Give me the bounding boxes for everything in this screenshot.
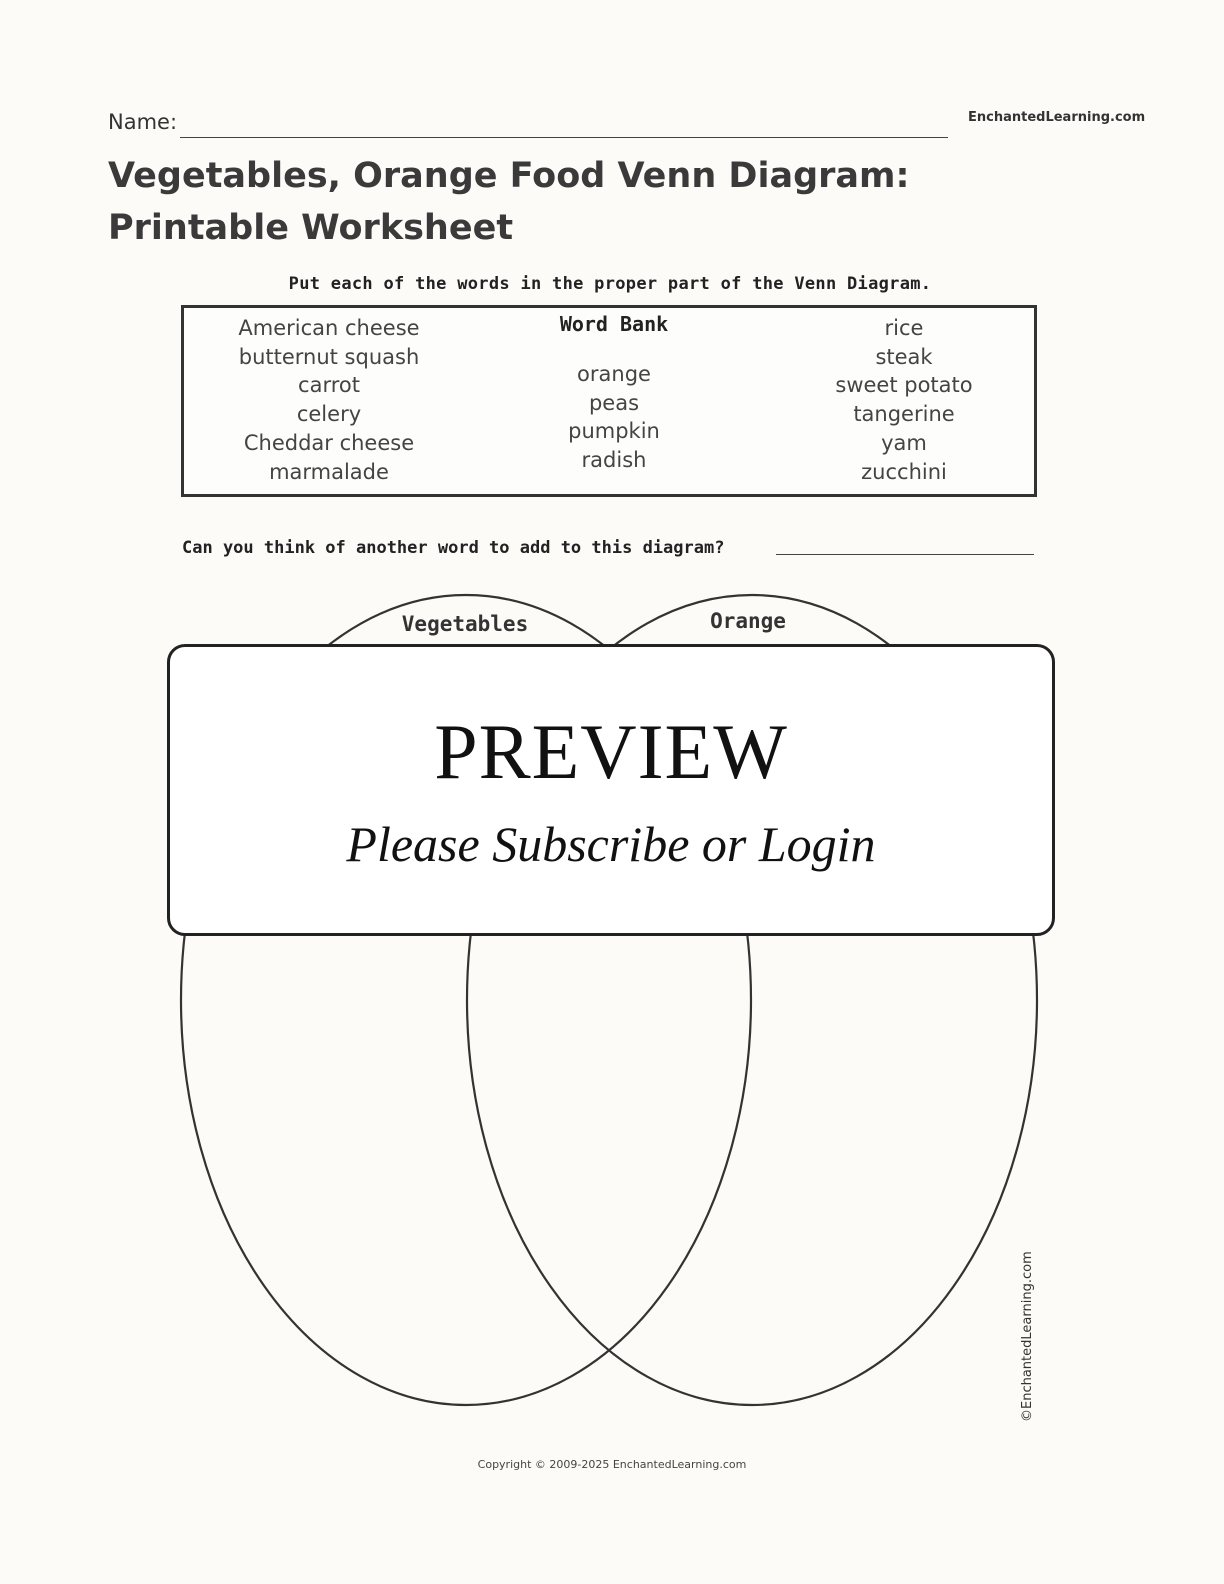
word-bank-word: orange bbox=[577, 362, 651, 386]
vertical-credit-text: ©EnchantedLearning.com bbox=[1020, 1251, 1035, 1422]
preview-subtitle[interactable]: Please Subscribe or Login bbox=[346, 816, 876, 872]
venn-left-label: Vegetables bbox=[401, 612, 529, 636]
extra-word-question: Can you think of another word to add to this diagram? bbox=[182, 538, 725, 558]
preview-overlay[interactable] bbox=[167, 644, 1055, 936]
word-bank-word: marmalade bbox=[269, 459, 389, 484]
brand-logo-text[interactable]: EnchantedLearning.com bbox=[968, 110, 1146, 125]
word-bank-word: yam bbox=[881, 430, 927, 455]
word-bank-word: Cheddar cheese bbox=[243, 430, 415, 455]
word-bank-word: tangerine bbox=[853, 402, 955, 427]
vertical-credit bbox=[1018, 1250, 1038, 1430]
word-bank-word: zucchini bbox=[861, 459, 947, 484]
word-bank-word: radish bbox=[581, 448, 647, 473]
word-bank-word: steak bbox=[875, 344, 933, 369]
word-bank-word: butternut squash bbox=[238, 344, 420, 369]
venn-right-label: Orange bbox=[710, 609, 786, 633]
copyright-footer: Copyright © 2009-2025 EnchantedLearning.com bbox=[477, 1458, 747, 1471]
word-bank-heading: Word Bank bbox=[559, 312, 669, 336]
word-bank-word: pumpkin bbox=[568, 419, 660, 444]
preview-title: PREVIEW bbox=[434, 708, 788, 795]
word-bank-word: rice bbox=[884, 316, 924, 340]
word-bank-word: American cheese bbox=[238, 316, 420, 340]
word-bank-word: peas bbox=[588, 390, 640, 415]
word-bank-word: sweet potato bbox=[835, 373, 973, 398]
word-bank-word: celery bbox=[296, 402, 362, 427]
name-label: Name: bbox=[108, 110, 178, 134]
word-bank-word: carrot bbox=[298, 373, 360, 398]
page-title: Vegetables, Orange Food Venn Diagram: Printable Worksheet bbox=[108, 156, 910, 248]
instruction-text: Put each of the words in the proper part of the Venn Diagram. bbox=[288, 274, 932, 294]
